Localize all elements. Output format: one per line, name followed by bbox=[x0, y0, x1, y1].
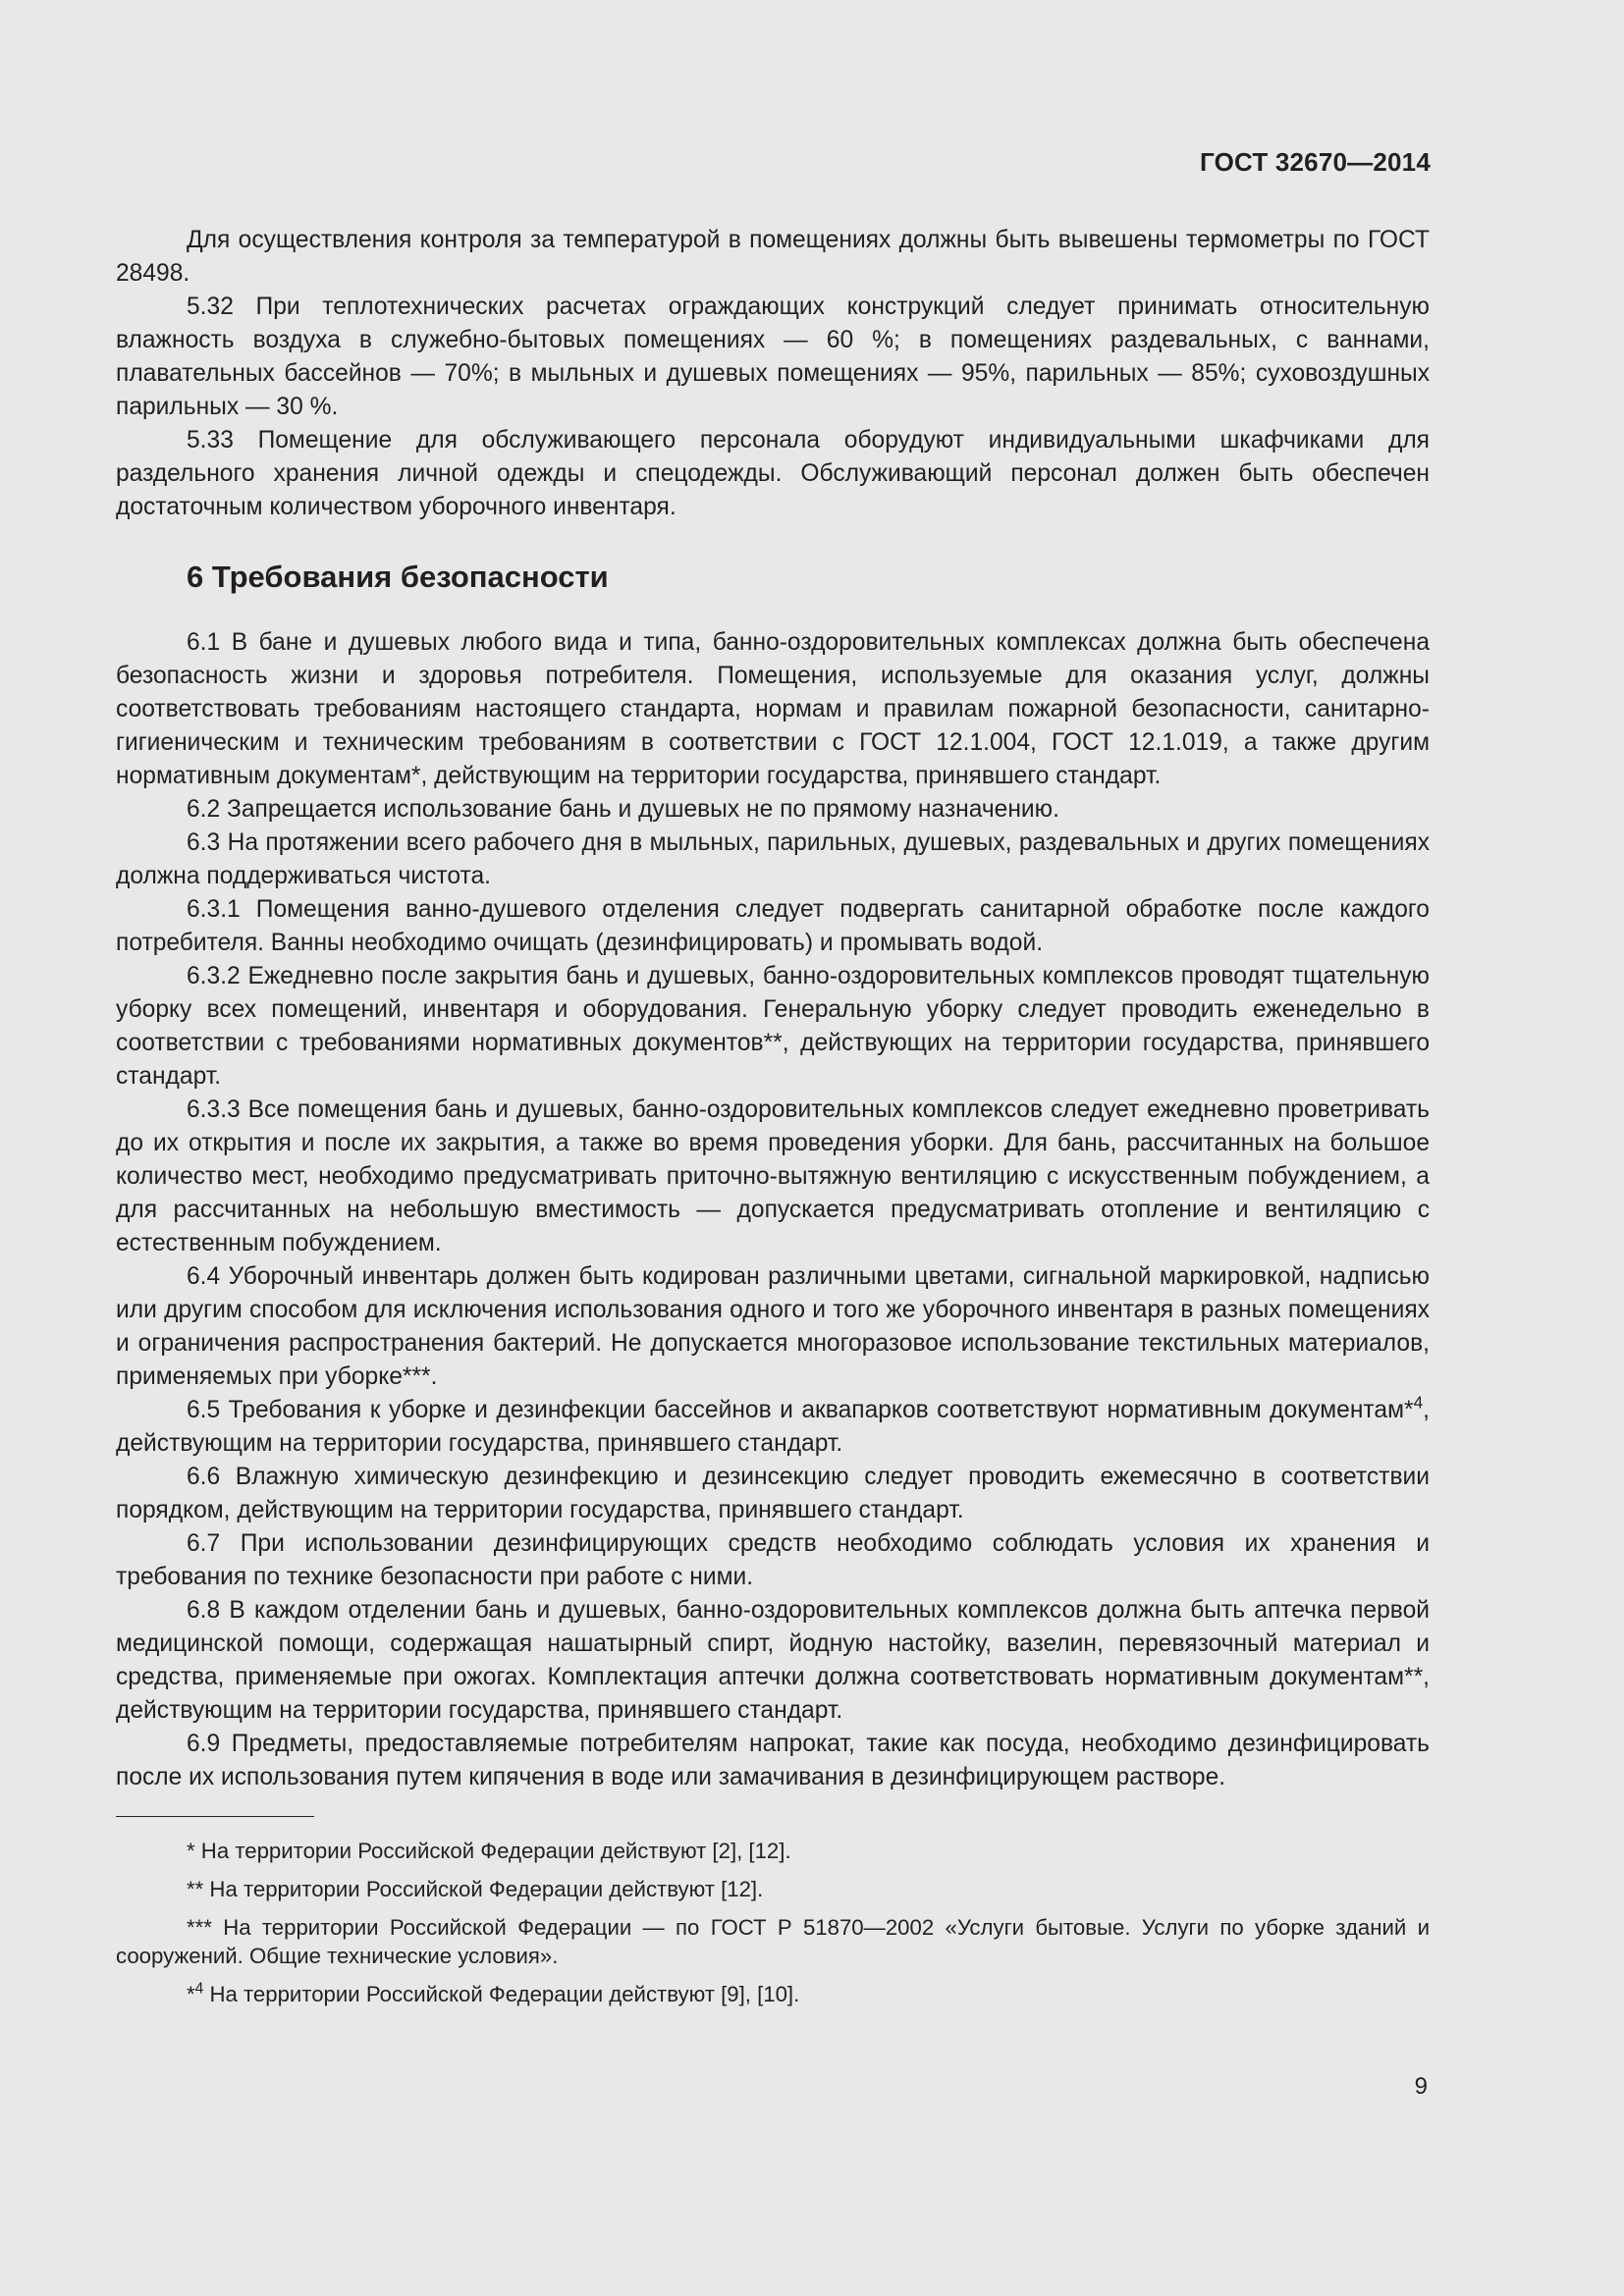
paragraph-6-4: 6.4 Уборочный инвентарь должен быть кодирован различными цветами, сигнальной маркировкой, надписью или другим способом для исключения использования одного и того же уборочного инвентаря в разных помещениях и ограничения распространения бактерий. Не допускается многоразовое использование текстильных материалов, применяемых при уборке***. bbox=[116, 1263, 1430, 1390]
footnote-3: *** На территории Российской Федерации — по ГОСТ Р 51870—2002 «Услуги бытовые. Услуги по уборке зданий и сооружений. Общие технические условия». bbox=[116, 1915, 1430, 1968]
footnote-ref-4: 4 bbox=[1413, 1392, 1424, 1413]
footnote-4-text: На территории Российской Федерации действуют [9], [10]. bbox=[203, 1982, 800, 2006]
paragraph-6-3-1: 6.3.1 Помещения ванно-душевого отделения следует подвергать санитарной обработке после каждого потребителя. Ванны необходимо очищать (дезинфицировать) и промывать водой. bbox=[116, 896, 1430, 956]
document-body bbox=[116, 224, 1430, 2018]
paragraph-6-8: 6.8 В каждом отделении бань и душевых, банно-оздоровительных комплексов должна быть аптечка первой медицинской помощи, содержащая нашатырный спирт, йодную настойку, вазелин, перевязочный материал и средства, применяемые при ожогах. Комплектация аптечки должна соответствовать нормативным документам**, действующим на территории государства, принявшего стандарт. bbox=[116, 1597, 1430, 1724]
paragraph-thermometers: Для осуществления контроля за температурой в помещениях должны быть вывешены термометры по ГОСТ 28498. bbox=[116, 227, 1430, 287]
paragraph-6-5-text: 6.5 Требования к уборке и дезинфекции бассейнов и аквапарков соответствуют нормативным документам* bbox=[187, 1397, 1414, 1423]
footnote-divider bbox=[116, 1816, 314, 1817]
paragraph-6-1: 6.1 В бане и душевых любого вида и типа, банно-оздоровительных комплексах должна быть обеспечена безопасность жизни и здоровья потребителя. Помещения, используемые для оказания услуг, должны соответствовать требованиям настоящего стандарта, нормам и правилам пожарной безопасности, санитарно-гигиеническим и техническим требованиям в соответствии с ГОСТ 12.1.004, ГОСТ 12.1.019, а также другим нормативным документам*, действующим на территории государства, принявшего стандарт. bbox=[116, 629, 1430, 789]
section-title: 6 Требования безопасности bbox=[187, 560, 609, 594]
paragraph-6-3-3: 6.3.3 Все помещения бань и душевых, банно-оздоровительных комплексов следует ежедневно проветривать до их открытия и после их закрытия, а также во время проведения уборки. Для бань, рассчитанных на большое количество мест, необходимо предусматривать приточно-вытяжную вентиляцию с искусственным побуждением, а для рассчитанных на небольшую вместимость — допускается предусматривать отопление и вентиляцию с естественным побуждением. bbox=[116, 1096, 1430, 1256]
paragraph-5-32: 5.32 При теплотехнических расчетах ограждающих конструкций следует принимать относительную влажность воздуха в служебно-бытовых помещениях — 60 %; в помещениях раздевальных, с ваннами, плавательных бассейнов — 70%; в мыльных и душевых помещениях — 95%, парильных — 85%; суховоздушных парильных — 30 %. bbox=[116, 294, 1430, 420]
footnote-4-sup: 4 bbox=[194, 1980, 204, 1998]
footnote-4 bbox=[116, 1980, 1430, 2008]
document-header: ГОСТ 32670—2014 bbox=[1200, 147, 1431, 177]
footnote-2: ** На территории Российской Федерации действуют [12]. bbox=[187, 1877, 764, 1901]
page-number: 9 bbox=[1414, 2073, 1428, 2100]
paragraph-6-2: 6.2 Запрещается использование бань и душевых не по прямому назначению. bbox=[187, 796, 1059, 823]
footnote-1: * На территории Российской Федерации действуют [2], [12]. bbox=[187, 1839, 791, 1863]
paragraph-6-3-2: 6.3.2 Ежедневно после закрытия бань и душевых, банно-оздоровительных комплексов проводят тщательную уборку всех помещений, инвентаря и оборудования. Генеральную уборку следует проводить еженедельно в соответствии с требованиями нормативных документов**, действующих на территории государства, принявшего стандарт. bbox=[116, 963, 1430, 1090]
paragraph-6-5 bbox=[116, 1394, 1430, 1461]
paragraph-6-9: 6.9 Предметы, предоставляемые потребителям напрокат, такие как посуда, необходимо дезинфицировать после их использования путем кипячения в воде или замачивания в дезинфицирующем растворе. bbox=[116, 1731, 1430, 1790]
paragraph-6-3: 6.3 На протяжении всего рабочего дня в мыльных, парильных, душевых, раздевальных и других помещениях должна поддерживаться чистота. bbox=[116, 829, 1430, 889]
paragraph-6-5-tail: , действующим на территории государства, принявшего стандарт. bbox=[116, 1397, 1430, 1457]
paragraph-5-33: 5.33 Помещение для обслуживающего персонала оборудуют индивидуальными шкафчиками для раздельного хранения личной одежды и спецодежды. Обслуживающий персонал должен быть обеспечен достаточным количеством уборочного инвентаря. bbox=[116, 427, 1430, 520]
paragraph-6-7: 6.7 При использовании дезинфицирующих средств необходимо соблюдать условия их хранения и требования по технике безопасности при работе с ними. bbox=[116, 1530, 1430, 1590]
footnote-4-mark: * bbox=[187, 1982, 195, 2006]
paragraph-6-6: 6.6 Влажную химическую дезинфекцию и дезинсекцию следует проводить ежемесячно в соответствии порядком, действующим на территории государства, принявшего стандарт. bbox=[116, 1464, 1430, 1523]
